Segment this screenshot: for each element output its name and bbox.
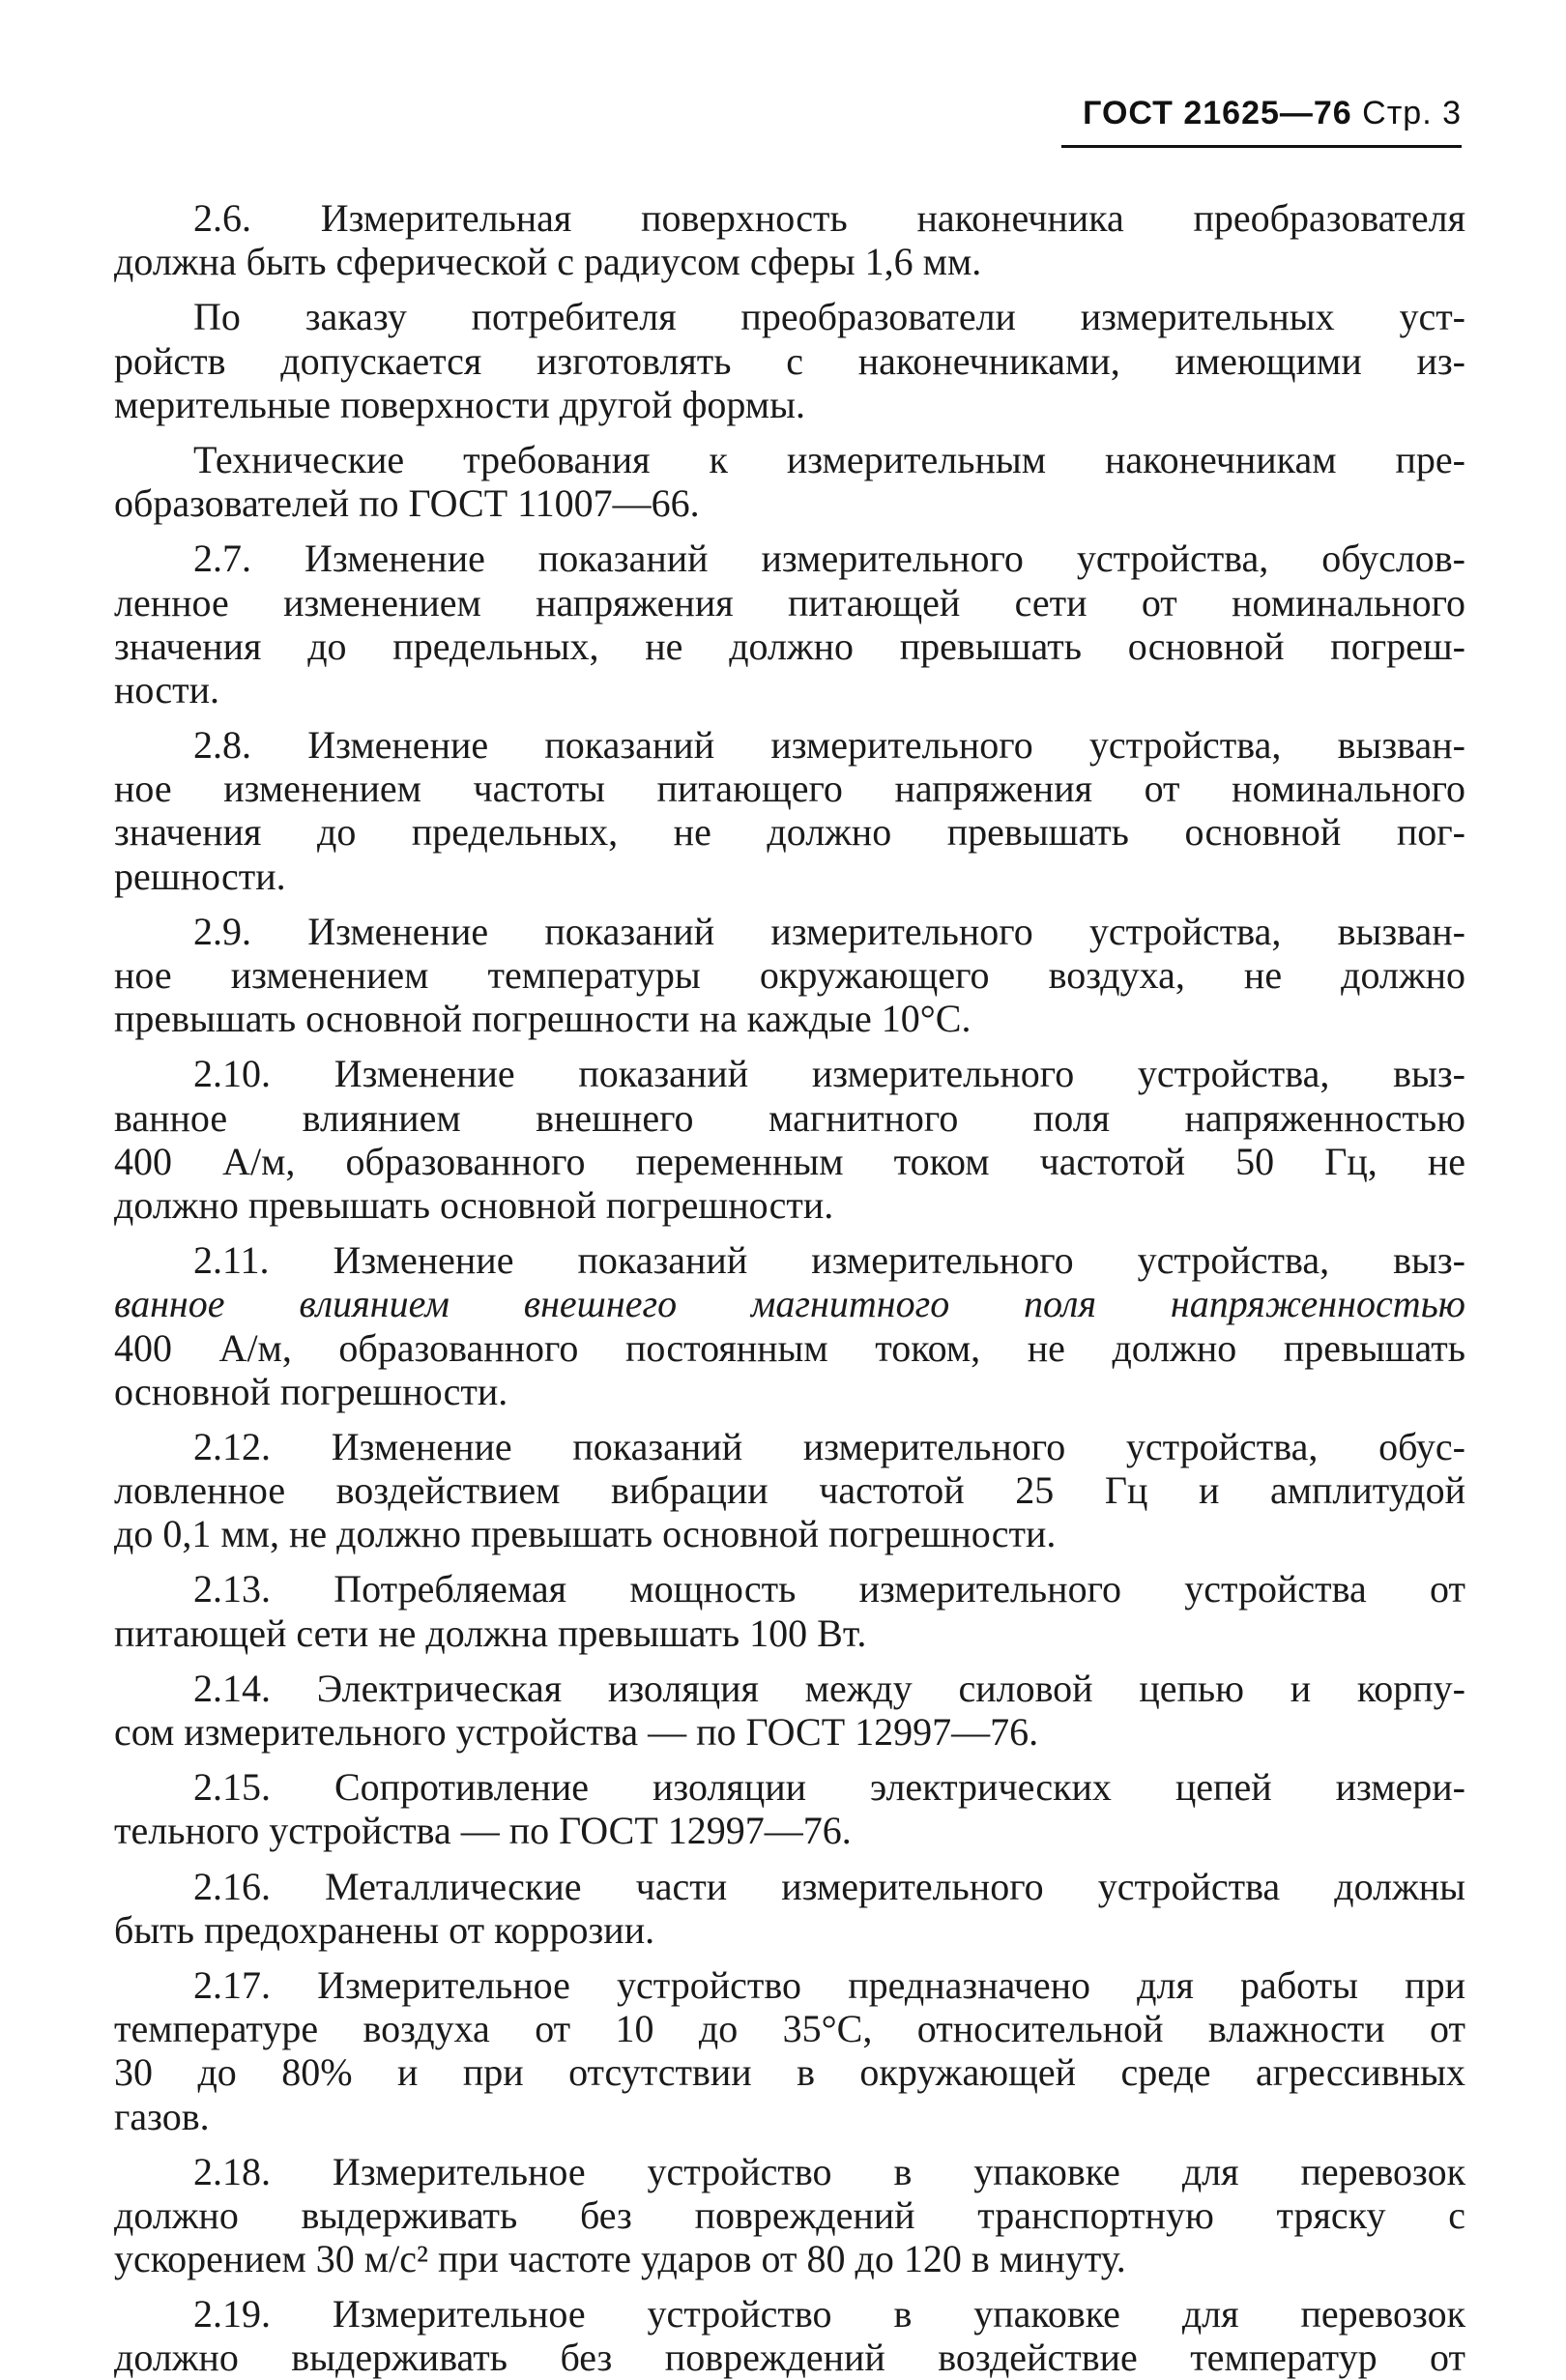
header-rule <box>1061 145 1462 148</box>
text-line: 2.9. Изменение показаний измерительного устройства, вызван- <box>193 909 1465 953</box>
text-line: питающей сети не должна превышать 100 Вт. <box>114 1611 867 1655</box>
text-line: до 0,1 мм, не должно превышать основной погрешности. <box>114 1512 1057 1556</box>
text-line: 2.11. Изменение показаний измерительного устройства, выз- <box>193 1238 1465 1283</box>
text-line: 2.13. Потребляемая мощность измерительного устройства от <box>193 1567 1465 1611</box>
text-line: ленное изменением напряжения питающей сети от номинального <box>114 580 1465 624</box>
text-line: ванное влиянием внешнего магнитного поля напряженностью <box>114 1282 1465 1326</box>
text-line: ванное влиянием внешнего магнитного поля напряженностью <box>114 1095 1465 1140</box>
text-line: 2.19. Измерительное устройство в упаковке для перевозок <box>193 2292 1465 2336</box>
text-line: ное изменением частоты питающего напряжения от номинального <box>114 767 1465 811</box>
text-line: значения до предельных, не должно превышать основной погреш- <box>114 624 1465 668</box>
text-line: 2.16. Металлические части измерительного устройства должны <box>193 1864 1465 1908</box>
text-line: 2.12. Изменение показаний измерительного устройства, обус- <box>193 1424 1465 1468</box>
text-line: 2.8. Изменение показаний измерительного устройства, вызван- <box>193 723 1465 768</box>
text-line: тельного устройства — по ГОСТ 12997—76. <box>114 1809 852 1853</box>
text-line: основной погрешности. <box>114 1369 508 1413</box>
text-line: быть предохранены от коррозии. <box>114 1907 655 1952</box>
running-header <box>1083 95 1462 132</box>
text-line: 2.7. Изменение показаний измерительного устройства, обуслов- <box>193 537 1465 581</box>
text-line: 2.6. Измерительная поверхность наконечника преобразователя <box>193 196 1465 240</box>
text-line: По заказу потребителя преобразователи измерительных уст- <box>193 295 1465 339</box>
text-line: должно выдерживать без повреждений транспортную тряску с <box>114 2192 1465 2237</box>
page-number: Стр. 3 <box>1362 95 1462 131</box>
text-line: ное изменением температуры окружающего воздуха, не должно <box>114 953 1465 997</box>
text-line: 30 до 80% и при отсутствии в окружающей среде агрессивных <box>114 2050 1465 2095</box>
text-line: мерительные поверхности другой формы. <box>114 382 805 426</box>
text-line: 400 А/м, образованного переменным током частотой 50 Гц, не <box>114 1139 1465 1183</box>
text-line: значения до предельных, не должно превышать основной пог- <box>114 810 1465 855</box>
text-line: должно выдерживать без повреждений воздействие температур от <box>114 2336 1465 2380</box>
text-line: решности. <box>114 854 286 898</box>
text-line: образователей по ГОСТ 11007—66. <box>114 481 700 526</box>
text-line: ности. <box>114 667 220 711</box>
text-line: температуре воздуха от 10 до 35°С, относительной влажности от <box>114 2007 1465 2051</box>
text-line: 2.15. Сопротивление изоляции электрических цепей измери- <box>193 1765 1465 1810</box>
body-text <box>114 196 1465 2380</box>
text-line: 2.10. Изменение показаний измерительного устройства, выз- <box>193 1052 1465 1096</box>
text-line: должна быть сферической с радиусом сферы 1,6 мм. <box>114 240 982 284</box>
text-line: ловленное воздействием вибрации частотой 25 Гц и амплитудой <box>114 1468 1465 1513</box>
text-line: сом измерительного устройства — по ГОСТ 12997—76. <box>114 1710 1039 1754</box>
text-line: ройств допускается изготовлять с наконечниками, имеющими из- <box>114 338 1465 383</box>
text-line: Технические требования к измерительным наконечникам пре- <box>193 437 1465 481</box>
text-line: газов. <box>114 2094 210 2138</box>
text-line: превышать основной погрешности на каждые 10°С. <box>114 997 972 1041</box>
text-line: 400 А/м, образованного постоянным током, не должно превышать <box>114 1325 1465 1370</box>
standard-number: ГОСТ 21625—76 <box>1083 95 1352 131</box>
text-line: 2.18. Измерительное устройство в упаковке для перевозок <box>193 2149 1465 2193</box>
text-line: 2.14. Электрическая изоляция между силовой цепью и корпу- <box>193 1666 1465 1710</box>
text-line: ускорением 30 м/с² при частоте ударов от 80 до 120 в минуту. <box>114 2237 1126 2281</box>
text-line: 2.17. Измерительное устройство предназначено для работы при <box>193 1962 1465 2007</box>
text-line: должно превышать основной погрешности. <box>114 1182 834 1227</box>
